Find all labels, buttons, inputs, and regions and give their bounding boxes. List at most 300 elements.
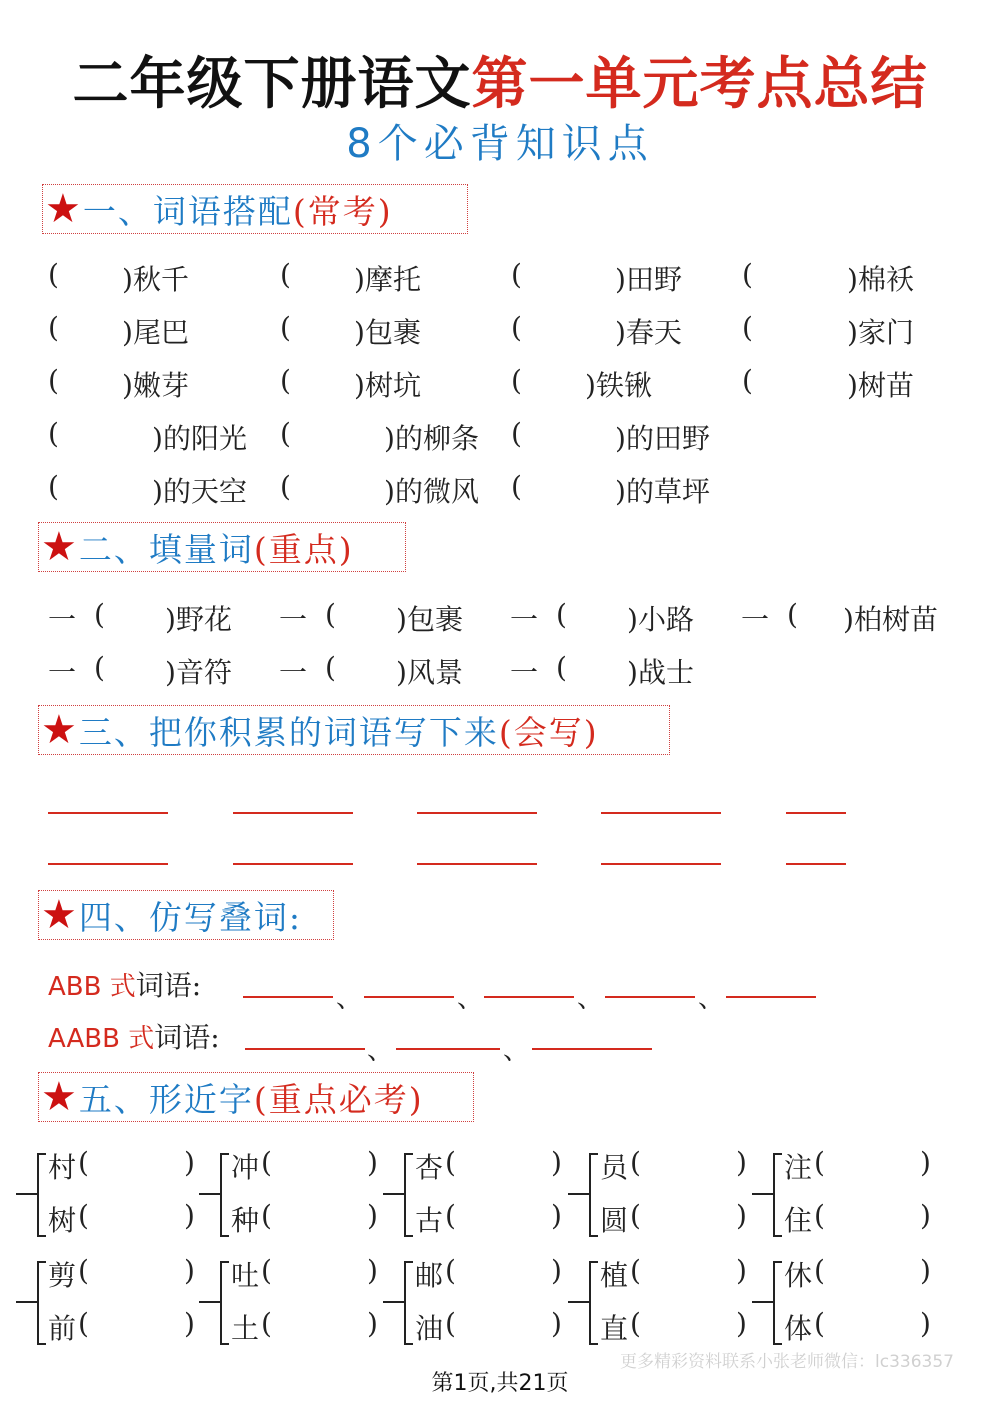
similar-char-row xyxy=(784,1307,930,1343)
blank-input[interactable] xyxy=(68,260,120,290)
paren-close: ) xyxy=(367,1254,378,1287)
paren-close: ) xyxy=(354,263,365,296)
paren-open: ( xyxy=(511,258,522,291)
section-3-note: (会写) xyxy=(498,712,599,752)
measure-word-item xyxy=(48,651,295,687)
paren-open: ( xyxy=(814,1146,825,1179)
paren-open: ( xyxy=(48,417,59,450)
paren-close: ) xyxy=(736,1146,747,1179)
section-1-title: 一、词语搭配 xyxy=(82,191,293,231)
similar-char-row xyxy=(784,1254,930,1290)
collocation-item xyxy=(511,470,745,506)
paren-open: ( xyxy=(280,470,291,503)
write-line[interactable] xyxy=(786,863,846,865)
collocation-item xyxy=(742,258,977,294)
collocation-item xyxy=(280,470,514,506)
paren-close: ) xyxy=(585,369,596,402)
word-text: 嫩芽 xyxy=(132,369,189,402)
blank-input[interactable] xyxy=(300,472,382,502)
paren-close: ) xyxy=(551,1146,562,1179)
measure-word-item xyxy=(279,651,526,687)
collocation-word xyxy=(384,470,479,510)
prefix-one: 一 xyxy=(741,603,770,636)
watermark: 更多精彩资料联系小张老师微信：lc336357 xyxy=(620,1352,954,1372)
prefix-one: 一 xyxy=(279,603,308,636)
separator: 、 xyxy=(577,984,604,1014)
paren-close: ) xyxy=(367,1199,378,1232)
similar-char-row xyxy=(415,1199,561,1235)
paren-open: ( xyxy=(742,258,753,291)
section-2-note: (重点) xyxy=(253,529,354,569)
section-3-header xyxy=(38,705,670,755)
word-text: 家门 xyxy=(857,316,914,349)
paren-open: ( xyxy=(325,651,336,684)
word-text: 田野 xyxy=(625,263,682,296)
char-text: 植 xyxy=(600,1259,629,1292)
paren-open: ( xyxy=(280,364,291,397)
paren-open: ( xyxy=(445,1199,456,1232)
brace-icon xyxy=(750,1258,784,1352)
char-text: 直 xyxy=(600,1312,629,1345)
paren-open: ( xyxy=(48,470,59,503)
paren-open: ( xyxy=(556,651,567,684)
paren-close: ) xyxy=(184,1199,195,1232)
paren-close: ) xyxy=(615,316,626,349)
page-title xyxy=(0,40,1000,120)
blank-input[interactable] xyxy=(762,313,845,343)
similar-char-pair xyxy=(566,1146,748,1246)
section-2-title: 二、填量词 xyxy=(78,529,254,569)
blank-input[interactable] xyxy=(100,1309,180,1339)
paren-open: ( xyxy=(280,258,291,291)
measure-word xyxy=(165,651,232,691)
paren-close: ) xyxy=(396,656,407,689)
paren-close: ) xyxy=(152,422,163,455)
blank-input[interactable] xyxy=(283,1201,363,1231)
collocation-item xyxy=(48,417,282,453)
paren-open: ( xyxy=(78,1254,89,1287)
collocation-item xyxy=(511,258,745,294)
abb-label: ABB 式词语: xyxy=(48,969,202,1002)
paren-open: ( xyxy=(261,1199,272,1232)
page-subtitle: 8个必背知识点 xyxy=(346,121,654,167)
paren-open: ( xyxy=(742,311,753,344)
word-text: 柏树苗 xyxy=(853,603,938,636)
title-red: 第一单元考点总结 xyxy=(471,51,928,117)
blank-input[interactable] xyxy=(576,653,623,683)
paren-open: ( xyxy=(261,1307,272,1340)
similar-char-row xyxy=(600,1199,746,1235)
paren-open: ( xyxy=(630,1254,641,1287)
brace-icon xyxy=(14,1150,48,1244)
blank-input[interactable] xyxy=(836,1148,916,1178)
brace-icon xyxy=(14,1258,48,1352)
word-text: 的阳光 xyxy=(162,422,247,455)
blank-input[interactable] xyxy=(114,653,161,683)
paren-close: ) xyxy=(615,422,626,455)
brace-icon xyxy=(381,1150,415,1244)
paren-open: ( xyxy=(742,364,753,397)
prefix-one: 一 xyxy=(48,603,77,636)
char-text: 体 xyxy=(784,1312,813,1345)
word-text: 铁锹 xyxy=(595,369,652,402)
word-text: 的田野 xyxy=(625,422,710,455)
blank-input[interactable] xyxy=(300,419,382,449)
paren-open: ( xyxy=(48,364,59,397)
paren-open: ( xyxy=(48,258,59,291)
collocation-item xyxy=(511,417,745,453)
char-text: 前 xyxy=(48,1312,77,1345)
word-text: 风景 xyxy=(406,656,463,689)
collocation-item xyxy=(280,364,484,400)
collocation-item xyxy=(280,258,484,294)
collocation-word xyxy=(354,311,421,351)
collocation-word xyxy=(615,417,710,457)
paren-open: ( xyxy=(445,1146,456,1179)
collocation-item xyxy=(48,364,252,400)
char-text: 杏 xyxy=(415,1151,444,1184)
similar-char-row xyxy=(231,1307,377,1343)
measure-word xyxy=(396,598,463,638)
word-text: 野花 xyxy=(175,603,232,636)
abb-line-1[interactable] xyxy=(243,996,333,998)
char-text: 注 xyxy=(784,1151,813,1184)
blank-input[interactable] xyxy=(114,600,161,630)
measure-word xyxy=(396,651,463,691)
paren-open: ( xyxy=(78,1146,89,1179)
collocation-item xyxy=(48,258,252,294)
paren-close: ) xyxy=(551,1307,562,1340)
paren-open: ( xyxy=(78,1307,89,1340)
similar-char-row xyxy=(415,1307,561,1343)
brace-icon xyxy=(197,1258,231,1352)
collocation-word xyxy=(384,417,479,457)
blank-input[interactable] xyxy=(68,313,120,343)
blank-input[interactable] xyxy=(100,1201,180,1231)
similar-char-row xyxy=(600,1146,746,1182)
char-text: 剪 xyxy=(48,1259,77,1292)
char-text: 油 xyxy=(415,1312,444,1345)
collocation-word xyxy=(847,364,914,404)
separator: 、 xyxy=(336,984,363,1014)
paren-open: ( xyxy=(94,651,105,684)
brace-icon xyxy=(566,1258,600,1352)
blank-input[interactable] xyxy=(283,1309,363,1339)
paren-open: ( xyxy=(511,311,522,344)
collocation-item xyxy=(511,364,715,400)
word-text: 的天空 xyxy=(162,475,247,508)
aabb-line-2[interactable] xyxy=(396,1048,500,1050)
similar-char-row xyxy=(48,1307,194,1343)
blank-input[interactable] xyxy=(345,600,392,630)
paren-close: ) xyxy=(184,1146,195,1179)
paren-open: ( xyxy=(261,1254,272,1287)
blank-input[interactable] xyxy=(807,600,839,630)
paren-close: ) xyxy=(354,316,365,349)
star-icon: ★ xyxy=(41,1074,77,1120)
brace-icon xyxy=(566,1150,600,1244)
section-1-header xyxy=(42,184,468,234)
paren-close: ) xyxy=(122,369,133,402)
prefix-one: 一 xyxy=(510,656,539,689)
measure-word-item xyxy=(48,598,295,634)
paren-close: ) xyxy=(384,475,395,508)
measure-word xyxy=(843,598,938,638)
brace-icon xyxy=(381,1258,415,1352)
write-line[interactable] xyxy=(601,812,721,814)
paren-close: ) xyxy=(920,1307,931,1340)
write-line[interactable] xyxy=(233,812,353,814)
word-text: 音符 xyxy=(175,656,232,689)
section-5-note: (重点必考) xyxy=(253,1079,424,1119)
collocation-item xyxy=(511,311,745,347)
word-text: 包裹 xyxy=(364,316,421,349)
blank-input[interactable] xyxy=(652,1256,732,1286)
blank-input[interactable] xyxy=(300,366,352,396)
paren-open: ( xyxy=(511,364,522,397)
paren-close: ) xyxy=(736,1307,747,1340)
word-text: 摩托 xyxy=(364,263,421,296)
paren-close: ) xyxy=(736,1254,747,1287)
paren-open: ( xyxy=(814,1307,825,1340)
blank-input[interactable] xyxy=(100,1148,180,1178)
word-text: 小路 xyxy=(637,603,694,636)
blank-input[interactable] xyxy=(836,1256,916,1286)
blank-input[interactable] xyxy=(576,600,623,630)
title-black: 二年级下册语文 xyxy=(72,51,472,117)
collocation-word xyxy=(152,417,247,457)
char-text: 古 xyxy=(415,1204,444,1237)
blank-input[interactable] xyxy=(762,366,845,396)
similar-char-row xyxy=(415,1146,561,1182)
paren-close: ) xyxy=(736,1199,747,1232)
paren-open: ( xyxy=(445,1307,456,1340)
blank-input[interactable] xyxy=(652,1201,732,1231)
blank-input[interactable] xyxy=(467,1309,547,1339)
write-line[interactable] xyxy=(48,863,168,865)
abb-line-4[interactable] xyxy=(605,996,695,998)
paren-close: ) xyxy=(165,656,176,689)
blank-input[interactable] xyxy=(283,1148,363,1178)
write-line[interactable] xyxy=(417,812,537,814)
paren-close: ) xyxy=(920,1254,931,1287)
measure-word-item xyxy=(279,598,526,634)
paren-open: ( xyxy=(511,470,522,503)
blank-input[interactable] xyxy=(68,366,120,396)
section-1-note: (常考) xyxy=(292,191,393,231)
paren-close: ) xyxy=(920,1199,931,1232)
char-text: 员 xyxy=(600,1151,629,1184)
blank-input[interactable] xyxy=(283,1256,363,1286)
blank-input[interactable] xyxy=(300,313,352,343)
separator: 、 xyxy=(367,1036,394,1066)
paren-close: ) xyxy=(384,422,395,455)
blank-input[interactable] xyxy=(652,1148,732,1178)
blank-input[interactable] xyxy=(100,1256,180,1286)
paren-close: ) xyxy=(122,263,133,296)
collocation-word xyxy=(152,470,247,510)
measure-word xyxy=(627,598,694,638)
similar-char-pair xyxy=(381,1254,563,1354)
word-text: 尾巴 xyxy=(132,316,189,349)
measure-word xyxy=(165,598,232,638)
abb-line-2[interactable] xyxy=(364,996,454,998)
similar-char-row xyxy=(231,1199,377,1235)
similar-char-row xyxy=(231,1146,377,1182)
paren-open: ( xyxy=(556,598,567,631)
collocation-word xyxy=(615,258,682,298)
blank-input[interactable] xyxy=(836,1309,916,1339)
collocation-item xyxy=(48,470,282,506)
aabb-label: AABB 式词语: xyxy=(48,1021,220,1054)
word-text: 春天 xyxy=(625,316,682,349)
measure-word-item xyxy=(510,598,757,634)
separator: 、 xyxy=(698,984,725,1014)
paren-close: ) xyxy=(551,1254,562,1287)
paren-open: ( xyxy=(280,417,291,450)
word-text: 战士 xyxy=(637,656,694,689)
abb-line-3[interactable] xyxy=(484,996,574,998)
paren-open: ( xyxy=(630,1199,641,1232)
paren-open: ( xyxy=(630,1307,641,1340)
brace-icon xyxy=(197,1150,231,1244)
star-icon: ★ xyxy=(41,892,77,938)
write-line[interactable] xyxy=(786,812,846,814)
brace-icon xyxy=(750,1150,784,1244)
similar-char-row xyxy=(600,1254,746,1290)
aabb-line-3[interactable] xyxy=(532,1048,652,1050)
blank-input[interactable] xyxy=(68,472,150,502)
collocation-word xyxy=(122,311,189,351)
blank-input[interactable] xyxy=(467,1201,547,1231)
abb-line-5[interactable] xyxy=(726,996,816,998)
measure-word-item xyxy=(510,651,757,687)
write-line[interactable] xyxy=(417,863,537,865)
paren-close: ) xyxy=(847,369,858,402)
collocation-word xyxy=(354,258,421,298)
collocation-word xyxy=(122,364,189,404)
char-text: 树 xyxy=(48,1204,77,1237)
similar-char-pair xyxy=(197,1146,379,1246)
collocation-item xyxy=(742,311,977,347)
write-line[interactable] xyxy=(48,812,168,814)
paren-close: ) xyxy=(367,1146,378,1179)
char-text: 吐 xyxy=(231,1259,260,1292)
word-text: 秋千 xyxy=(132,263,189,296)
paren-close: ) xyxy=(367,1307,378,1340)
similar-char-row xyxy=(48,1146,194,1182)
paren-open: ( xyxy=(814,1199,825,1232)
char-text: 村 xyxy=(48,1151,77,1184)
similar-char-pair xyxy=(750,1254,932,1354)
word-text: 的草坪 xyxy=(625,475,710,508)
paren-open: ( xyxy=(445,1254,456,1287)
char-text: 圆 xyxy=(600,1204,629,1237)
paren-close: ) xyxy=(122,316,133,349)
char-text: 休 xyxy=(784,1259,813,1292)
collocation-word xyxy=(847,311,914,351)
collocation-word xyxy=(122,258,189,298)
similar-char-pair xyxy=(14,1146,196,1246)
similar-char-row xyxy=(48,1199,194,1235)
word-text: 树坑 xyxy=(364,369,421,402)
paren-open: ( xyxy=(787,598,798,631)
blank-input[interactable] xyxy=(836,1201,916,1231)
blank-input[interactable] xyxy=(345,653,392,683)
write-line[interactable] xyxy=(233,863,353,865)
measure-word xyxy=(627,651,694,691)
char-text: 邮 xyxy=(415,1259,444,1292)
collocation-item xyxy=(280,417,514,453)
collocation-item xyxy=(48,311,252,347)
paren-close: ) xyxy=(615,263,626,296)
collocation-word xyxy=(615,311,682,351)
collocation-item xyxy=(742,364,977,400)
char-text: 住 xyxy=(784,1204,813,1237)
paren-close: ) xyxy=(847,316,858,349)
similar-char-pair xyxy=(566,1254,748,1354)
paren-open: ( xyxy=(630,1146,641,1179)
word-text: 树苗 xyxy=(857,369,914,402)
page-footer: 第1页,共21页 xyxy=(431,1371,569,1396)
paren-close: ) xyxy=(396,603,407,636)
paren-open: ( xyxy=(814,1254,825,1287)
section-5-title: 五、形近字 xyxy=(78,1079,254,1119)
char-text: 种 xyxy=(231,1204,260,1237)
paren-close: ) xyxy=(627,656,638,689)
blank-input[interactable] xyxy=(531,419,613,449)
section-5-header xyxy=(38,1072,474,1122)
blank-input[interactable] xyxy=(300,260,352,290)
paren-open: ( xyxy=(78,1199,89,1232)
word-text: 包裹 xyxy=(406,603,463,636)
blank-input[interactable] xyxy=(652,1309,732,1339)
star-icon: ★ xyxy=(41,707,77,753)
prefix-one: 一 xyxy=(48,656,77,689)
paren-close: ) xyxy=(152,475,163,508)
section-3-title: 三、把你积累的词语写下来 xyxy=(78,712,499,752)
blank-input[interactable] xyxy=(531,260,613,290)
paren-close: ) xyxy=(354,369,365,402)
section-4-title: 四、仿写叠词: xyxy=(78,897,302,937)
paren-close: ) xyxy=(627,603,638,636)
blank-input[interactable] xyxy=(467,1256,547,1286)
separator: 、 xyxy=(457,984,484,1014)
paren-open: ( xyxy=(261,1146,272,1179)
collocation-word xyxy=(615,470,710,510)
similar-char-pair xyxy=(750,1146,932,1246)
similar-char-row xyxy=(600,1307,746,1343)
blank-input[interactable] xyxy=(762,260,845,290)
paren-close: ) xyxy=(184,1307,195,1340)
section-4-header xyxy=(38,890,334,940)
blank-input[interactable] xyxy=(531,472,613,502)
collocation-word xyxy=(847,258,914,298)
paren-close: ) xyxy=(615,475,626,508)
prefix-one: 一 xyxy=(279,656,308,689)
blank-input[interactable] xyxy=(531,313,613,343)
blank-input[interactable] xyxy=(531,366,583,396)
write-line[interactable] xyxy=(601,863,721,865)
star-icon: ★ xyxy=(41,524,77,570)
word-text: 的微风 xyxy=(394,475,479,508)
collocation-word xyxy=(585,364,652,404)
blank-input[interactable] xyxy=(68,419,150,449)
word-text: 的柳条 xyxy=(394,422,479,455)
similar-char-row xyxy=(48,1254,194,1290)
blank-input[interactable] xyxy=(467,1148,547,1178)
aabb-line-1[interactable] xyxy=(245,1048,365,1050)
